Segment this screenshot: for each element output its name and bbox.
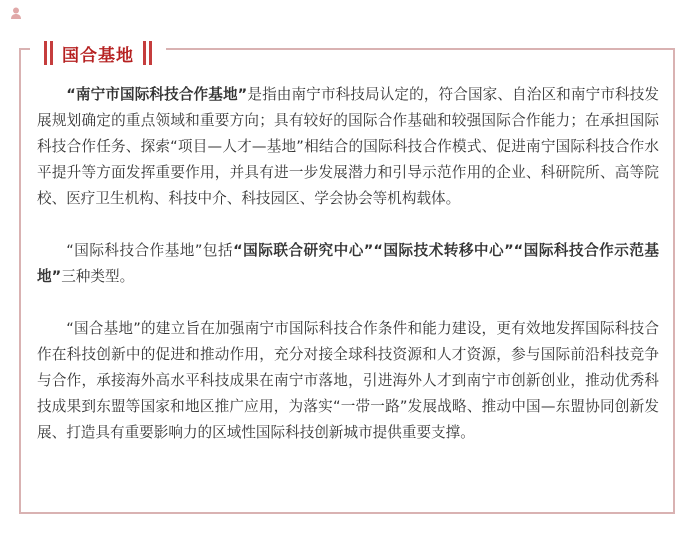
- section-title: 国合基地: [62, 45, 134, 66]
- text-segment: “国际科技合作基地”包括: [66, 242, 234, 259]
- title-bar-right-2: [149, 41, 152, 65]
- paragraph-types: [37, 238, 659, 290]
- title-bar-right-1: [143, 41, 146, 65]
- title-bar-left-2: [50, 41, 53, 65]
- text-segment: “南宁市国际科技合作基地”: [66, 86, 248, 103]
- person-location-icon: [9, 6, 23, 20]
- paragraph-purpose: [37, 316, 659, 446]
- text-segment: 三种类型。: [61, 268, 135, 285]
- article-body: [37, 82, 659, 446]
- title-bar-left-1: [44, 41, 47, 65]
- text-segment: 是指由南宁市科技局认定的，符合国家、自治区和南宁市科技发展规划确定的重点领域和重要方向；具有较好的国际合作基础和较强国际合作能力；在承担国际科技合作任务、探索“项目—人才—基地”相结合的国际科技合作模式、促进南宁国际科技合作水平提升等方面发挥重要作用，并具有进一步发展潜力和引导示范作用的企业、科研院所、高等院校、医疗卫生机构、科技中介、科技园区、学会协会等机构载体。: [37, 86, 659, 207]
- text-segment: “国合基地”的建立旨在加强南宁市国际科技合作条件和能力建设，更有效地发挥国际科技合作在科技创新中的促进和推动作用，充分对接全球科技资源和人才资源，参与国际前沿科技竞争与合作，承接海外高水平科技成果在南宁市落地，引进海外人才到南宁市创新创业，推动优秀科技成果到东盟等国家和地区推广应用，为落实“一带一路”发展战略、推动中国—东盟协同创新发展、打造具有重要影响力的区域性国际科技创新城市提供重要支撑。: [37, 320, 659, 441]
- section-title-tab: [30, 38, 166, 68]
- paragraph-definition: [37, 82, 659, 212]
- text-segment: “国际联合研究中心”“国际技术转移中心”“国际科技合作示范基地”: [37, 242, 659, 285]
